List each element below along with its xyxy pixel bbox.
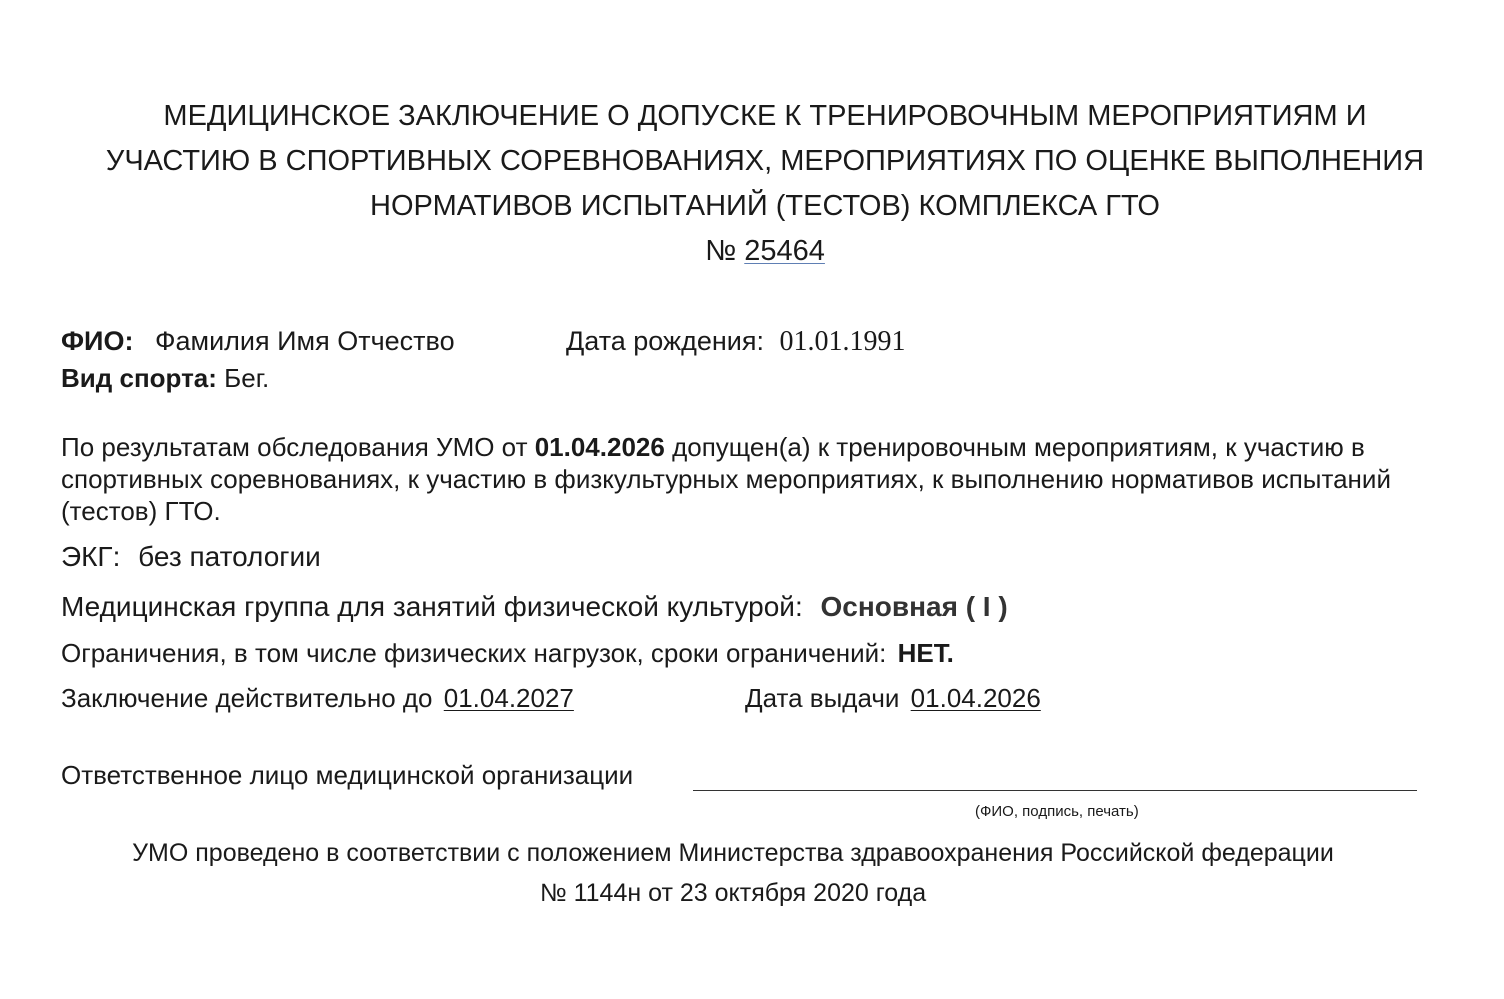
valid-until-date: 01.04.2027 <box>443 683 574 713</box>
footer-line-2: № 1144н от 23 октября 2020 года <box>539 879 927 907</box>
issue-date-label: Дата выдачи <box>745 683 900 713</box>
medical-group-row <box>61 591 1008 623</box>
issue-date-value: 01.04.2026 <box>910 683 1041 713</box>
medical-group-label: Медицинская группа для занятий физической культурой: <box>61 591 803 622</box>
signature-line <box>693 790 1417 791</box>
fio-label: ФИО: <box>61 326 134 356</box>
restrictions-value: НЕТ. <box>897 638 954 668</box>
fio-row <box>61 326 455 357</box>
issue-date-row <box>745 683 1041 714</box>
title-line-3: НОРМАТИВОВ ИСПЫТАНИЙ (ТЕСТОВ) КОМПЛЕКСА ГТО <box>370 190 1160 222</box>
ecg-label: ЭКГ: <box>61 541 121 572</box>
fio-value: Фамилия Имя Отчество <box>154 326 455 356</box>
dob-value: 01.01.1991 <box>779 326 906 357</box>
signature-hint: (ФИО, подпись, печать) <box>975 803 1139 820</box>
result-paragraph <box>61 431 1481 527</box>
validity-row <box>61 683 574 714</box>
result-text-after: допущен(а) к тренировочным мероприятиям, к участию в спортивных соревнованиях, к участию в физкультурных мероприятиях, к выполнению нормативов испытаний (тестов) ГТО. <box>61 432 1391 526</box>
result-text-before: По результатам обследования УМО от <box>61 432 535 462</box>
restrictions-label: Ограничения, в том числе физических нагрузок, сроки ограничений: <box>61 638 887 668</box>
result-date: 01.04.2026 <box>534 432 665 462</box>
number-prefix: № <box>705 235 737 267</box>
dob-row <box>566 326 905 358</box>
sport-label: Вид спорта: <box>61 363 217 393</box>
dob-label: Дата рождения: <box>566 326 764 356</box>
footer-line-1: УМО проведено в соответствии с положением Министерства здравоохранения Российской федерации <box>132 839 1334 867</box>
ecg-row <box>61 541 321 573</box>
document-number <box>40 229 1490 274</box>
ecg-value: без патологии <box>138 541 321 572</box>
restrictions-row <box>61 638 954 669</box>
signature-label: Ответственное лицо медицинской организации <box>61 760 634 790</box>
sport-value: Бег. <box>224 363 270 393</box>
title-line-2: УЧАСТИЮ В СПОРТИВНЫХ СОРЕВНОВАНИЯХ, МЕРОПРИЯТИЯХ ПО ОЦЕНКЕ ВЫПОЛНЕНИЯ <box>105 145 1425 177</box>
title-line-1: МЕДИЦИНСКОЕ ЗАКЛЮЧЕНИЕ О ДОПУСКЕ К ТРЕНИРОВОЧНЫМ МЕРОПРИЯТИЯМ И <box>163 100 1367 132</box>
medical-group-value: Основная ( I ) <box>820 591 1008 622</box>
footer-note <box>0 833 1466 913</box>
sport-row <box>61 363 269 394</box>
document-title <box>40 94 1490 274</box>
number-value: 25464 <box>744 235 825 267</box>
valid-until-label: Заключение действительно до <box>61 683 433 713</box>
